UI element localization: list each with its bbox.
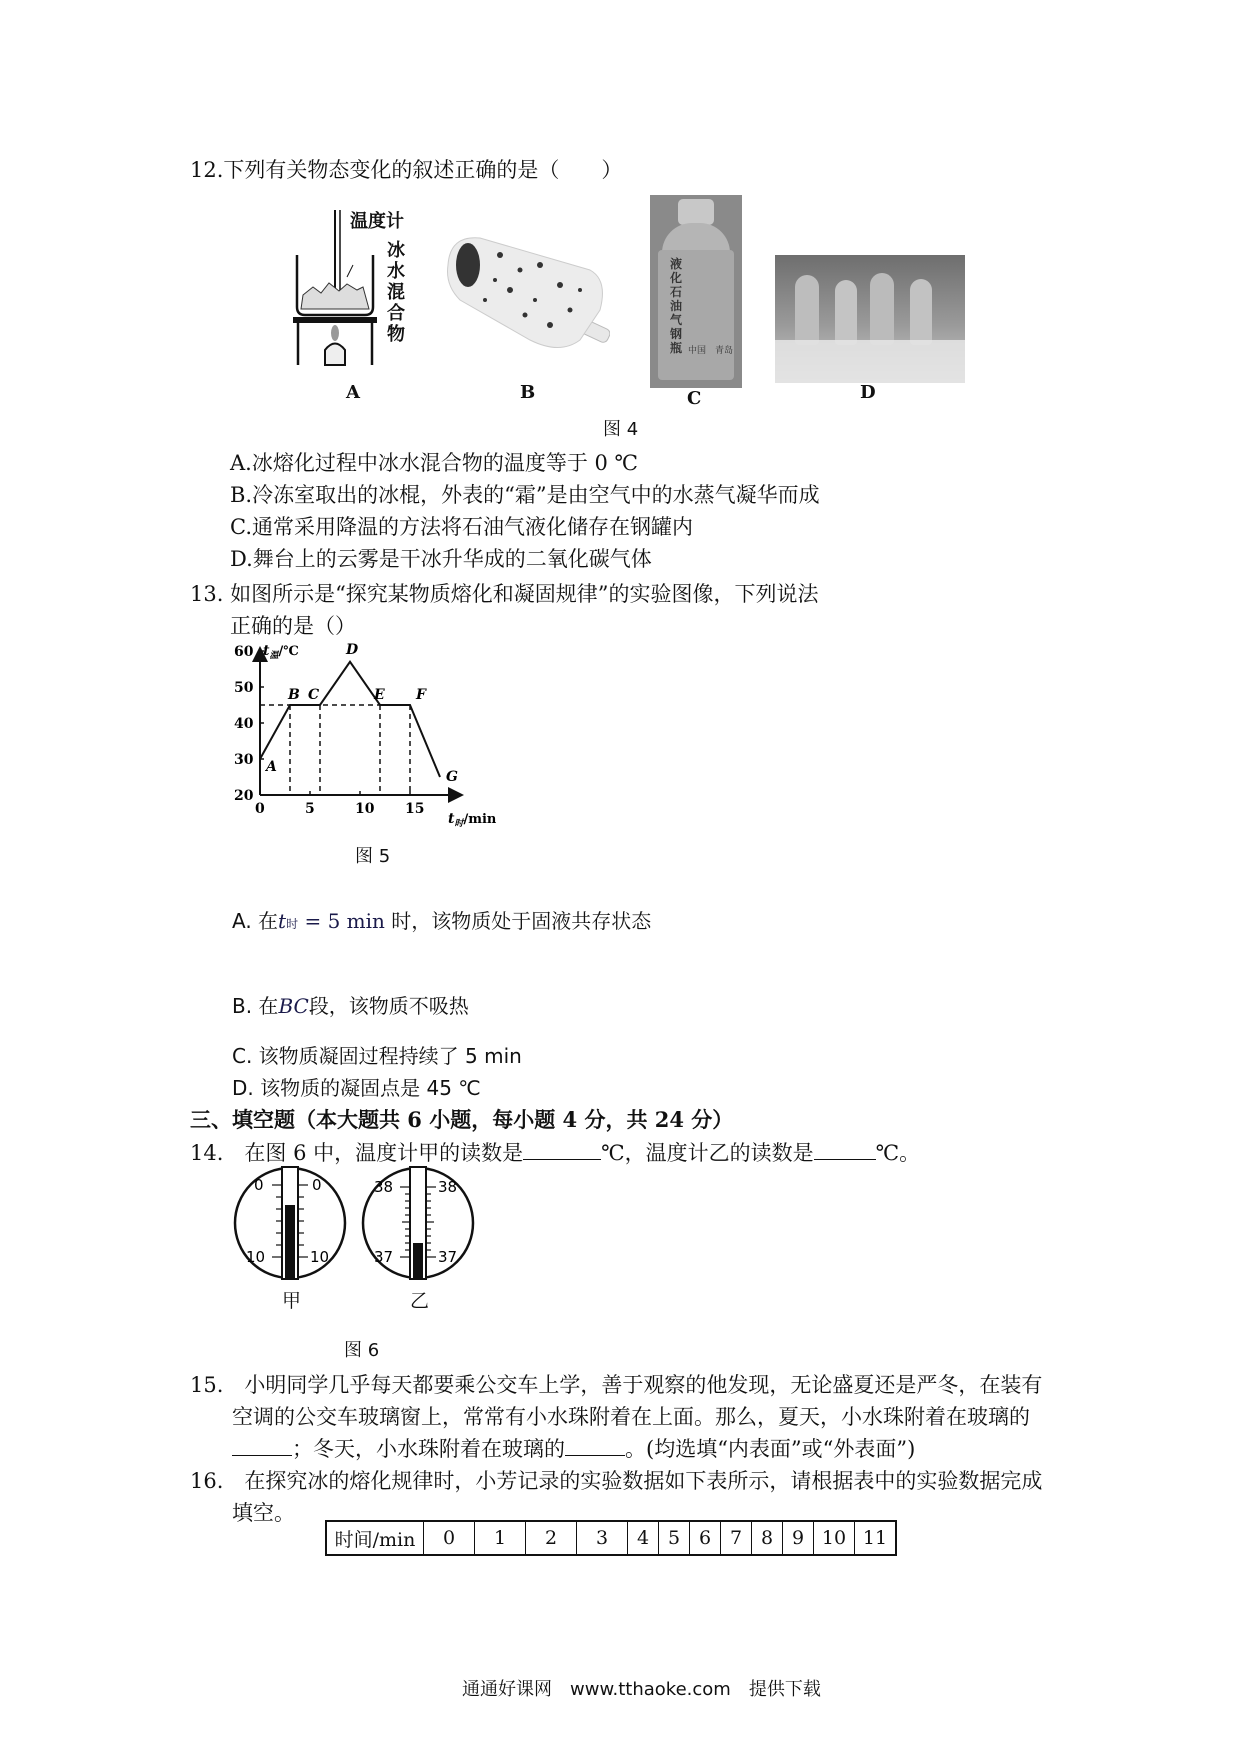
thermo-a-tick-left-top: 0 <box>254 1176 264 1194</box>
y-tick-label: 30 <box>234 752 254 768</box>
figure-5-caption: 图 5 <box>355 846 391 867</box>
q13-stem-line2: 正确的是（） <box>230 614 356 638</box>
panel-letter-a: A <box>346 382 360 403</box>
gas-cylinder-small-text: 中国 青岛 <box>688 346 734 356</box>
q12-option-c: C.通常采用降温的方法将石油气液化储存在钢罐内 <box>230 515 693 539</box>
figure-6-caption: 图 6 <box>344 1340 380 1361</box>
point-label-c: C <box>308 687 320 703</box>
thermometer-b-dial <box>360 1165 480 1285</box>
q15-blank-winter[interactable] <box>565 1437 625 1456</box>
thermo-a-tick-right-bottom: 10 <box>310 1248 330 1266</box>
thermo-a-tick-right-top: 0 <box>312 1176 322 1194</box>
thermo-b-tick-left-top: 38 <box>374 1178 394 1196</box>
temperature-curve <box>260 662 440 777</box>
q13-option-b: B. 在BC段，该物质不吸热 <box>232 994 469 1018</box>
table-header-time: 时间/min <box>326 1521 424 1555</box>
point-label-f: F <box>416 687 426 703</box>
q15-line3: ；冬天，小水珠附着在玻璃的 。(均选填“内表面”或“外表面”) <box>232 1433 915 1463</box>
q15-blank-summer[interactable] <box>232 1437 292 1456</box>
time-data-table <box>325 1520 897 1556</box>
q12-option-a: A.冰熔化过程中冰水混合物的温度等于 0 ℃ <box>230 451 639 475</box>
q14-blank-b[interactable] <box>814 1141 876 1160</box>
q13-stem-line1: 13. 如图所示是“探究某物质熔化和凝固规律”的实验图像，下列说法 <box>190 582 819 606</box>
table-row <box>326 1521 896 1555</box>
thermo-b-tick-right-top: 38 <box>438 1178 458 1196</box>
table-cell: 1 <box>475 1521 526 1555</box>
gas-cylinder-photo <box>650 195 742 388</box>
table-cell: 5 <box>659 1521 690 1555</box>
panel-letter-b: B <box>520 382 536 403</box>
q13-option-d: D. 该物质的凝固点是 45 ℃ <box>232 1076 481 1100</box>
y-tick-label: 20 <box>234 788 254 804</box>
panel-letter-d: D <box>860 382 876 403</box>
table-cell: 9 <box>783 1521 814 1555</box>
panel-letter-c: C <box>687 388 702 409</box>
table-cell: 0 <box>424 1521 475 1555</box>
x-tick-label: 5 <box>305 801 315 817</box>
figure-4-caption: 图 4 <box>603 419 639 440</box>
ice-pop-photo <box>440 230 610 380</box>
q15-line2: 空调的公交车玻璃窗上，常常有小水珠附着在上面。那么，夏天，小水珠附着在玻璃的 <box>232 1405 1030 1429</box>
q12-option-d: D.舞台上的云雾是干冰升华成的二氧化碳气体 <box>230 547 652 571</box>
q13-option-a: A. 在t时 = 5 min 时，该物质处于固液共存状态 <box>232 909 652 933</box>
thermometer-label: 温度计 <box>350 211 404 232</box>
thermo-a-tick-left-bottom: 10 <box>246 1248 266 1266</box>
thermo-b-tick-left-bottom: 37 <box>374 1248 394 1266</box>
table-cell: 8 <box>752 1521 783 1555</box>
point-label-e: E <box>374 687 385 703</box>
mixture-label: 冰水混合物 <box>387 240 405 345</box>
table-cell: 3 <box>577 1521 628 1555</box>
section-3-heading: 三、填空题（本大题共 6 小题，每小题 4 分，共 24 分） <box>190 1107 734 1132</box>
table-cell: 10 <box>814 1521 855 1555</box>
thermometer-a-dial <box>232 1165 352 1285</box>
point-label-a: A <box>266 759 277 775</box>
x-tick-label: 0 <box>255 801 265 817</box>
q13-option-c: C. 该物质凝固过程持续了 5 min <box>232 1044 522 1068</box>
point-label-d: D <box>346 641 359 658</box>
y-tick-label: 50 <box>234 680 254 696</box>
x-axis-label: $t_时/\min$ <box>448 811 497 829</box>
q16-line1: 16. 在探究冰的熔化规律时，小芳记录的实验数据如下表所示，请根据表中的实验数据完成 <box>190 1469 1043 1493</box>
q12-stem: 12.下列有关物态变化的叙述正确的是（ ） <box>190 158 623 182</box>
table-cell: 7 <box>721 1521 752 1555</box>
y-axis-label: $t_温/℃$ <box>263 643 299 661</box>
q14-stem: 14. 在图 6 中，温度计甲的读数是 ℃，温度计乙的读数是 ℃。 <box>190 1141 921 1165</box>
table-cell: 11 <box>855 1521 897 1555</box>
page-footer: 通通好课网 www.tthaoke.com 提供下载 <box>462 1679 821 1700</box>
q15-line1: 15. 小明同学几乎每天都要乘公交车上学，善于观察的他发现，无论盛夏还是严冬，在装有 <box>190 1373 1043 1397</box>
y-tick-label: 60 <box>234 644 254 660</box>
gas-cylinder-label: 液化石油气钢瓶 <box>670 257 683 355</box>
table-cell: 4 <box>628 1521 659 1555</box>
x-tick-label: 15 <box>405 801 425 817</box>
point-label-b: B <box>288 687 300 703</box>
y-tick-label: 40 <box>234 716 254 732</box>
q14-blank-a[interactable] <box>523 1141 601 1160</box>
stage-fog-photo <box>775 255 965 383</box>
point-label-g: G <box>446 769 458 785</box>
x-tick-label: 10 <box>355 801 375 817</box>
q16-line2: 填空。 <box>232 1501 295 1525</box>
thermometer-b-name: 乙 <box>410 1290 430 1312</box>
thermo-b-tick-right-bottom: 37 <box>438 1248 458 1266</box>
table-cell: 6 <box>690 1521 721 1555</box>
thermometer-a-name: 甲 <box>282 1290 302 1312</box>
table-cell: 2 <box>526 1521 577 1555</box>
q12-option-b: B.冷冻室取出的冰棍，外表的“霜”是由空气中的水蒸气凝华而成 <box>230 483 820 507</box>
melting-curve-chart <box>220 635 500 830</box>
